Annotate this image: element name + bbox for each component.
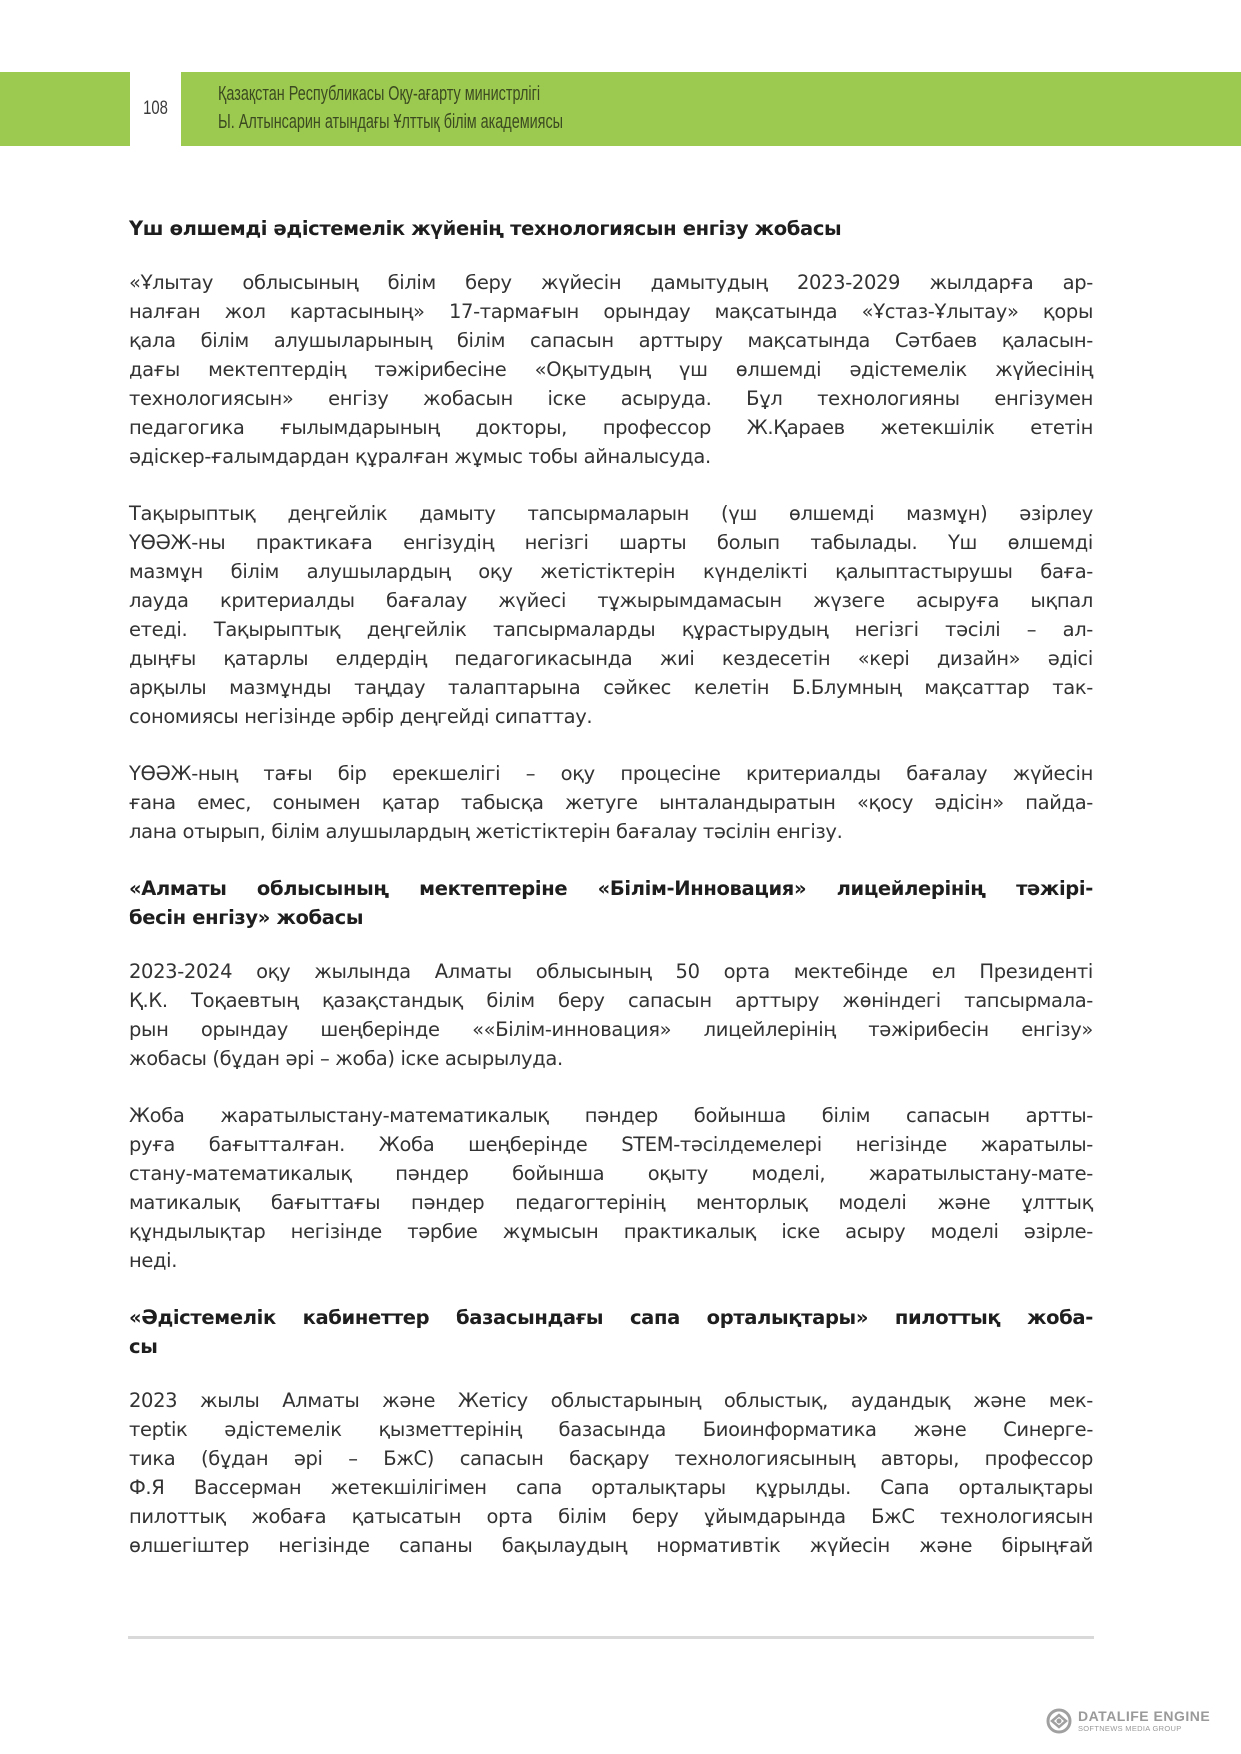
datalife-logo-icon [1046,1708,1072,1734]
page-number: 108 [143,98,168,119]
section-quality-centers [129,1303,1093,1560]
paragraph: «Ұлытау облысының білім беру жүйесін дамытудың 2023-2029 жылдарға ар- налған жол картасының» 17-тармағын орындау мақсатында «Ұстаз-Ұлытау» қоры қала білім алушыларының білім сапасын арттыру мақсатында Сәтбаев қаласын- дағы мектептердің тәжірибесіне «Оқытудың үш өлшемді әдістемелік жүйесінің технологиясын» енгізу жобасын іске асыруда. Бұл технологияны енгізумен педагогика ғылымдарының докторы, профессор Ж.Қараев жетекшілік ететін әдіскер-ғалымдардан құралған жұмыс тобы айналысуда. [129,271,1093,468]
watermark-title: DATALIFE ENGINE [1078,1708,1211,1724]
paragraph: 2023-2024 оқу жылында Алматы облысының 50 орта мектебінде ел Президенті Қ.К. Тоқаевтың қазақстандық білім беру сапасын арттыру жөніндегі тапсырмала- рын орындау шеңберінде ««Білім-инновация» лицейлерінің тәжірибесін енгізу» жобасы (бұдан әрі – жоба) іске асырылуда. [129,960,1093,1070]
section-heading: Үш өлшемді әдістемелік жүйенің технологиясын енгізу жобасы [129,217,842,240]
paragraph: Жоба жаратылыстану-математикалық пәндер бойынша білім сапасын артты- руға бағытталған. Жоба шеңберінде STEM-тәсілдемелері негізінде жаратылы- стану-математикалық пәндер бойынша оқыту моделі, жаратылыстану-мате- матикалық бағыттағы пәндер педагогтерінің менторлық моделі және ұлттық құндылықтар негізінде тәрбие жұмысын практикалық іске асыру моделі әзірле- неді. [129,1104,1093,1272]
paragraph: ҮӨӘЖ-ның тағы бір ерекшелігі – оқу процесіне критериалды бағалау жүйесін ғана емес, сонымен қатар табысқа жетуге ынталандыратын «қосу әдісін» пайда- лана отырып, білім алушылардың жетістіктерін бағалау тәсілін енгізу. [129,762,1093,843]
footer-divider [128,1636,1094,1639]
section-three-dimensional-system [129,214,1093,846]
header-academy-title: Ы. Алтынсарин атындағы Ұлттық білім академиясы [218,111,564,133]
page-body [129,214,1093,1560]
section-heading: «Алматы облысының мектептеріне «Білім-Инновация» лицейлерінің тәжірі- бесін енгізу» жобасы [129,877,1093,929]
watermark-subtitle: SOFTNEWS MEDIA GROUP [1078,1724,1182,1733]
section-heading: «Әдістемелік кабинеттер базасындағы сапа орталықтары» пилоттық жоба- сы [129,1306,1093,1358]
section-bilim-innovation [129,874,1093,1275]
header-ministry-title: Қазақстан Республикасы Оқу-ағарту министрлігі [218,83,541,105]
watermark [1046,1708,1210,1734]
paragraph: 2023 жылы Алматы және Жетісу облыстарының облыстық, аудандық және мек- теptік әдістемелік қызметтерінің базасында Биоинформатика және Синерге- тика (бұдан әрі – БжС) сапасын басқару технологиясының авторы, профессор Ф.Я Вассерман жетекшілігімен сапа орталықтары құрылды. Сапа орталықтары пилоттық жобаға қатысатын орта білім беру ұйымдарында БжС технологиясын өлшегіштер негізінде сапаны бақылаудың нормативтік жүйесін және бірыңғай [129,1389,1093,1557]
paragraph: Тақырыптық деңгейлік дамыту тапсырмаларын (үш өлшемді мазмұн) әзірлеу ҮӨӘЖ-ны практикаға енгізудің негізгі шарты болып табылады. Үш өлшемді мазмұн білім алушылардың оқу жетістіктерін күнделікті қалыптастырушы баға- лауда критериалды бағалау жүйесі тұжырымдамасын жүзеге асыруға ықпал етеді. Тақырыптық деңгейлік тапсырмаларды құрастырудың негізгі тәсілі – ал- дыңғы қатарлы елдердің педагогикасында жиі кездесетін «кері дизайн» әдісі арқылы мазмұнды таңдау талаптарына сәйкес келетін Б.Блумның мақсаттар так- сономиясы негізінде әрбір деңгейді сипаттау. [129,502,1093,728]
running-header [218,80,563,136]
header-accent-bar-left [0,72,130,146]
